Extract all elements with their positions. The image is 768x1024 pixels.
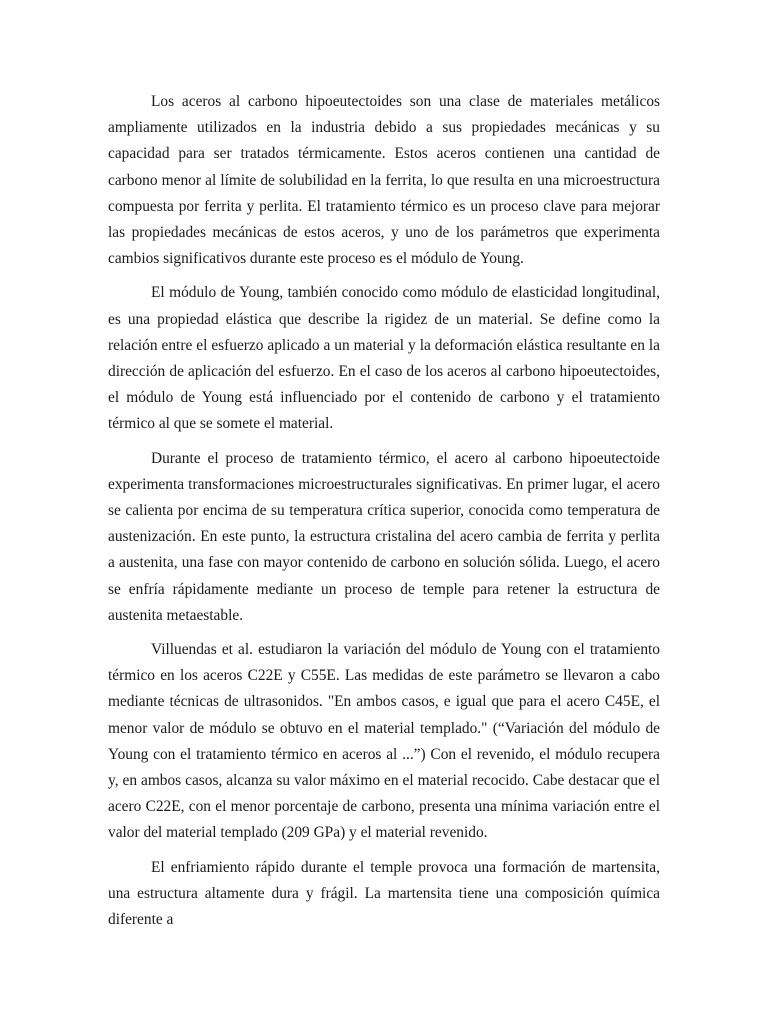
paragraph-3: Durante el proceso de tratamiento térmico, el acero al carbono hipoeutectoide experimenta transformaciones microestructurales significativas. En primer lugar, el acero se calienta por encima de su temperatura crítica superior, conocida como temperatura de austenización. En este punto, la estructura cristalina del acero cambia de ferrita y perlita a austenita, una fase con mayor contenido de carbono en solución sólida. Luego, el acero se enfría rápidamente mediante un proceso de temple para retener la estructura de austenita metaestable.: [108, 449, 660, 624]
document-body: [108, 89, 660, 941]
paragraph-2: El módulo de Young, también conocido como módulo de elasticidad longitudinal, es una propiedad elástica que describe la rigidez de un material. Se define como la relación entre el esfuerzo aplicado a un material y la deformación elástica resultante en la dirección de aplicación del esfuerzo. En el caso de los aceros al carbono hipoeutectoides, el módulo de Young está influenciado por el contenido de carbono y el tratamiento térmico al que se somete el material.: [108, 284, 660, 433]
paragraph-4: Villuendas et al. estudiaron la variación del módulo de Young con el tratamiento térmico en los aceros C22E y C55E. Las medidas de este parámetro se llevaron a cabo mediante técnicas de ultrasonidos. "En ambos casos, e igual que para el acero C45E, el menor valor de módulo se obtuvo en el material templado." (“Variación del módulo de Young con el tratamiento térmico en aceros al ...”) Con el revenido, el módulo recupera y, en ambos casos, alcanza su valor máximo en el material recocido. Cabe destacar que el acero C22E, con el menor porcentaje de carbono, presenta una mínima variación entre el valor del material templado (209 GPa) y el material revenido.: [108, 641, 660, 842]
paragraph-5: El enfriamiento rápido durante el temple provoca una formación de martensita, una estructura altamente dura y frágil. La martensita tiene una composición química diferente a: [108, 858, 660, 929]
paragraph-1: Los aceros al carbono hipoeutectoides son una clase de materiales metálicos ampliamente utilizados en la industria debido a sus propiedades mecánicas y su capacidad para ser tratados térmicamente. Estos aceros contienen una cantidad de carbono menor al límite de solubilidad en la ferrita, lo que resulta en una microestructura compuesta por ferrita y perlita. El tratamiento térmico es un proceso clave para mejorar las propiedades mecánicas de estos aceros, y uno de los parámetros que experimenta cambios significativos durante este proceso es el módulo de Young.: [108, 93, 660, 268]
